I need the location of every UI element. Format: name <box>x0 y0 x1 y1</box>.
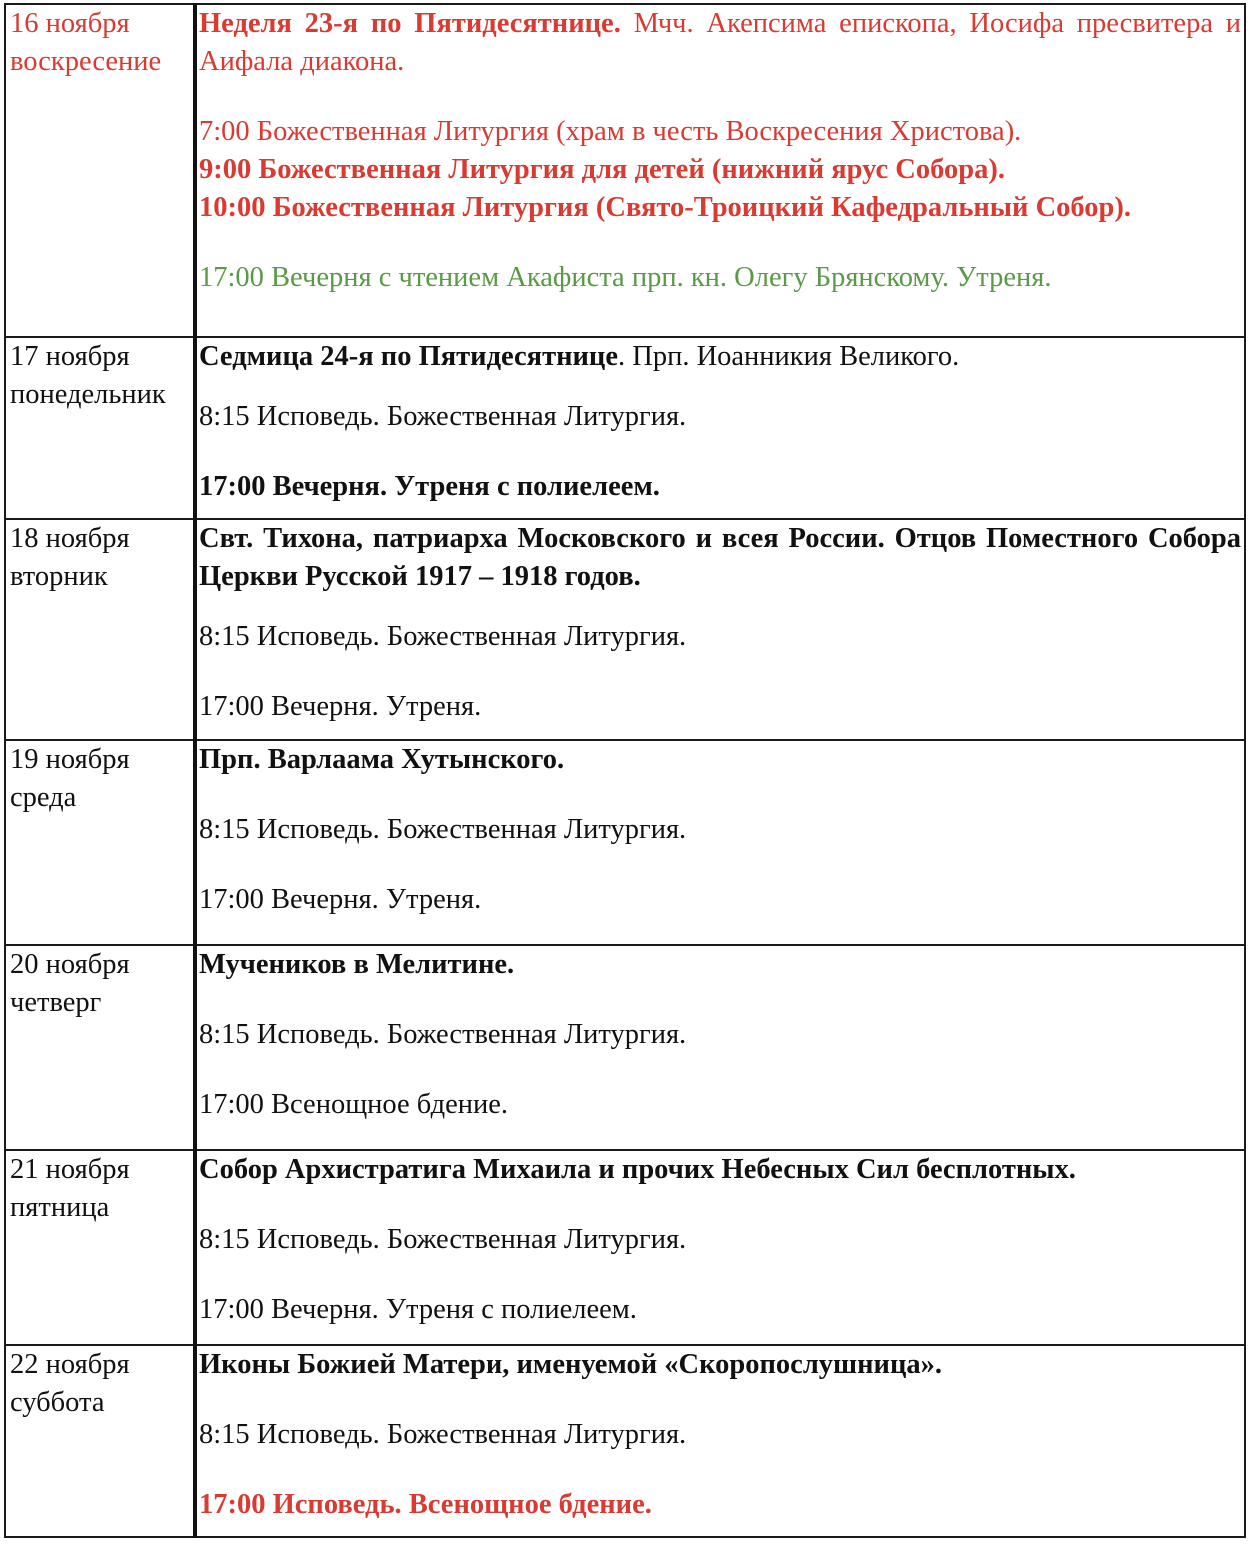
day-weekday: воскресение <box>10 46 162 77</box>
day-title: Собор Архистратига Михаила и прочих Небесных Сил бесплотных. <box>199 1154 1076 1185</box>
day-title: Мучеников в Мелитине. <box>199 949 515 980</box>
content-cell <box>195 337 1245 519</box>
service-item: 8:15 Исповедь. Божественная Литургия. <box>199 1224 687 1255</box>
schedule-row <box>5 4 1245 337</box>
schedule-row <box>5 337 1245 519</box>
day-title <box>199 5 1241 81</box>
schedule-row <box>5 1345 1245 1537</box>
content-cell <box>195 1150 1245 1345</box>
content-cell <box>195 1345 1245 1537</box>
day-date: 18 ноября <box>10 523 130 554</box>
date-cell <box>5 945 195 1150</box>
day-weekday: среда <box>10 782 77 813</box>
content-cell <box>195 4 1245 337</box>
content-cell <box>195 945 1245 1150</box>
date-cell <box>5 740 195 945</box>
day-date: 20 ноября <box>10 949 130 980</box>
service-item: 17:00 Вечерня. Утреня с полиелеем. <box>199 1294 637 1325</box>
feast-name: Седмица 24-я по Пятидесятнице <box>199 341 618 372</box>
service-item: 8:15 Исповедь. Божественная Литургия. <box>199 814 687 845</box>
schedule-row <box>5 740 1245 945</box>
saints-commemoration: Мчч. Акепсима епископа, Иосифа пресвитера и Аифала диакона. <box>199 8 1241 77</box>
service-item: 17:00 Вечерня. Утреня с полиелеем. <box>199 471 660 502</box>
service-item: 17:00 Вечерня с чтением Акафиста прп. кн. Олегу Брянскому. Утреня. <box>199 262 1052 293</box>
saints-commemoration: . Прп. Иоанникия Великого. <box>617 341 960 372</box>
service-item: 9:00 Божественная Литургия для детей (нижний ярус Собора). <box>199 154 1005 185</box>
day-title: Прп. Варлаама Хутынского. <box>199 744 565 775</box>
day-date: 19 ноября <box>10 744 130 775</box>
service-schedule-table <box>4 3 1246 1538</box>
day-title: Свт. Тихона, патриарха Московского и всея России. Отцов Поместного Собора Церкви Русской 1917 – 1918 годов. <box>199 523 1241 592</box>
feast-name: Неделя 23-я по Пятидесятнице. <box>199 8 621 39</box>
day-weekday: суббота <box>10 1387 105 1418</box>
service-item: 8:15 Исповедь. Божественная Литургия. <box>199 401 687 432</box>
service-item: 8:15 Исповедь. Божественная Литургия. <box>199 1019 687 1050</box>
day-date: 16 ноября <box>10 8 130 39</box>
content-cell <box>195 740 1245 945</box>
date-cell <box>5 1345 195 1537</box>
schedule-row <box>5 519 1245 740</box>
service-item: 17:00 Исповедь. Всенощное бдение. <box>199 1489 652 1520</box>
schedule-row <box>5 1150 1245 1345</box>
date-cell <box>5 519 195 740</box>
day-weekday: пятница <box>10 1192 110 1223</box>
day-date: 22 ноября <box>10 1349 130 1380</box>
day-date: 17 ноября <box>10 341 130 372</box>
date-cell <box>5 337 195 519</box>
schedule-row <box>5 945 1245 1150</box>
day-date: 21 ноября <box>10 1154 130 1185</box>
service-item: 10:00 Божественная Литургия (Свято-Троицкий Кафедральный Собор). <box>199 192 1132 223</box>
service-item: 17:00 Всенощное бдение. <box>199 1089 508 1120</box>
service-item: 8:15 Исповедь. Божественная Литургия. <box>199 621 687 652</box>
service-item: 7:00 Божественная Литургия (храм в честь Воскресения Христова). <box>199 116 1022 147</box>
day-title: Иконы Божией Матери, именуемой «Скоропослушница». <box>199 1349 943 1380</box>
content-cell <box>195 519 1245 740</box>
day-title <box>199 338 1241 376</box>
date-cell <box>5 4 195 337</box>
day-weekday: понедельник <box>10 379 166 410</box>
day-weekday: четверг <box>10 987 102 1018</box>
service-item: 17:00 Вечерня. Утреня. <box>199 691 482 722</box>
day-weekday: вторник <box>10 561 108 592</box>
date-cell <box>5 1150 195 1345</box>
service-item: 8:15 Исповедь. Божественная Литургия. <box>199 1419 687 1450</box>
service-item: 17:00 Вечерня. Утреня. <box>199 884 482 915</box>
